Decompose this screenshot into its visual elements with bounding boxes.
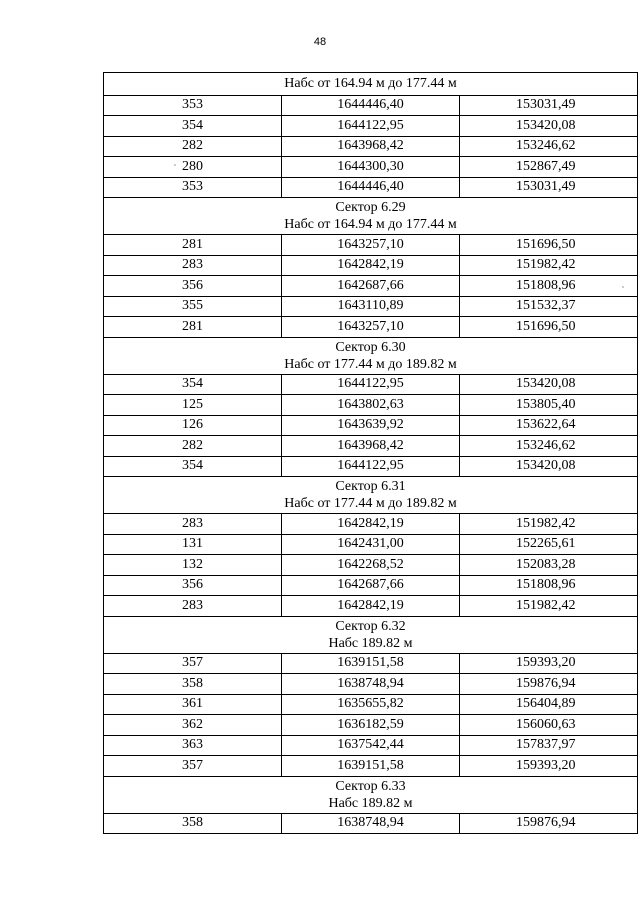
section-header-row (104, 776, 638, 813)
y-coordinate-cell: 159876,94 (460, 674, 638, 695)
table-row (104, 255, 638, 276)
section-header-cell (104, 198, 638, 235)
sector-title: Сектор 6.33 (335, 778, 406, 794)
table-row (104, 95, 638, 116)
y-coordinate-cell: 151696,50 (460, 235, 638, 256)
x-coordinate-cell: 1642687,66 (282, 575, 460, 596)
table-row (104, 395, 638, 416)
x-coordinate-cell: 1639151,58 (282, 756, 460, 777)
x-coordinate-cell: 1642842,19 (282, 596, 460, 617)
x-coordinate-cell: 1644122,95 (282, 374, 460, 395)
x-coordinate-cell: 1643110,89 (282, 296, 460, 317)
sector-title: Сектор 6.31 (335, 479, 406, 494)
point-number-cell: 356 (104, 276, 282, 297)
y-coordinate-cell: 153031,49 (460, 177, 638, 198)
x-coordinate-cell: 1642268,52 (282, 555, 460, 576)
x-coordinate-cell: 1639151,58 (282, 653, 460, 674)
y-coordinate-cell: 159393,20 (460, 756, 638, 777)
table-row (104, 813, 638, 834)
y-coordinate-cell: 152083,28 (460, 555, 638, 576)
sector-title: Сектор 6.30 (335, 339, 406, 355)
y-coordinate-cell: 151532,37 (460, 296, 638, 317)
x-coordinate-cell: 1642842,19 (282, 255, 460, 276)
point-number-cell: 131 (104, 534, 282, 555)
table-row (104, 456, 638, 477)
point-number-cell: 132 (104, 555, 282, 576)
point-number-cell: 283 (104, 514, 282, 535)
elevation-range: Набс от 164.94 м до 177.44 м (284, 217, 457, 232)
x-coordinate-cell: 1642842,19 (282, 514, 460, 535)
x-coordinate-cell: 1644446,40 (282, 177, 460, 198)
x-coordinate-cell: 1644300,30 (282, 157, 460, 178)
section-header-row (104, 73, 638, 96)
point-number-cell: 358 (104, 813, 282, 834)
coordinates-table (103, 72, 638, 834)
y-coordinate-cell: 156060,63 (460, 715, 638, 736)
section-header-cell (104, 337, 638, 374)
sector-title: Сектор 6.32 (335, 618, 406, 634)
sector-title: Сектор 6.29 (335, 200, 406, 215)
coordinates-table-body (104, 73, 638, 834)
point-number-cell: 355 (104, 296, 282, 317)
point-number-cell: 282 (104, 136, 282, 157)
table-row (104, 436, 638, 457)
point-number-cell: 281 (104, 317, 282, 338)
y-coordinate-cell: 151808,96 (460, 575, 638, 596)
table-row (104, 674, 638, 695)
x-coordinate-cell: 1638748,94 (282, 674, 460, 695)
point-number-cell: 357 (104, 756, 282, 777)
point-number-cell: 356 (104, 575, 282, 596)
y-coordinate-cell: 153805,40 (460, 395, 638, 416)
x-coordinate-cell: 1642687,66 (282, 276, 460, 297)
elevation-range: Набс 189.82 м (328, 635, 413, 651)
section-header-cell (104, 616, 638, 653)
table-row (104, 715, 638, 736)
section-header-cell (104, 73, 638, 96)
point-number-cell: 126 (104, 415, 282, 436)
section-header-row (104, 198, 638, 235)
point-number-cell: 358 (104, 674, 282, 695)
elevation-range: Набс от 177.44 м до 189.82 м (284, 356, 457, 372)
table-row (104, 756, 638, 777)
y-coordinate-cell: 159393,20 (460, 653, 638, 674)
table-row (104, 317, 638, 338)
table-row (104, 136, 638, 157)
scan-speck (174, 164, 176, 166)
point-number-cell: 353 (104, 95, 282, 116)
point-number-cell: 363 (104, 735, 282, 756)
point-number-cell: 357 (104, 653, 282, 674)
table-row (104, 534, 638, 555)
table-row (104, 276, 638, 297)
table-row (104, 235, 638, 256)
point-number-cell: 354 (104, 116, 282, 137)
point-number-cell: 353 (104, 177, 282, 198)
section-header-row (104, 337, 638, 374)
y-coordinate-cell: 157837,97 (460, 735, 638, 756)
table-row (104, 596, 638, 617)
point-number-cell: 354 (104, 456, 282, 477)
y-coordinate-cell: 159876,94 (460, 813, 638, 834)
table-row (104, 653, 638, 674)
point-number-cell: 125 (104, 395, 282, 416)
point-number-cell: 283 (104, 255, 282, 276)
section-header-row (104, 477, 638, 514)
scan-speck (622, 286, 624, 288)
elevation-range: Набс от 177.44 м до 189.82 м (284, 496, 457, 511)
table-row (104, 415, 638, 436)
x-coordinate-cell: 1643257,10 (282, 235, 460, 256)
table-row (104, 374, 638, 395)
x-coordinate-cell: 1643639,92 (282, 415, 460, 436)
x-coordinate-cell: 1636182,59 (282, 715, 460, 736)
table-row (104, 296, 638, 317)
elevation-range: Набс 189.82 м (328, 795, 413, 811)
elevation-range: Набс от 164.94 м до 177.44 м (284, 76, 457, 92)
table-row (104, 116, 638, 137)
x-coordinate-cell: 1642431,00 (282, 534, 460, 555)
table-row (104, 514, 638, 535)
y-coordinate-cell: 153622,64 (460, 415, 638, 436)
y-coordinate-cell: 152867,49 (460, 157, 638, 178)
y-coordinate-cell: 151696,50 (460, 317, 638, 338)
point-number-cell: 282 (104, 436, 282, 457)
page-number: 48 (313, 36, 327, 48)
y-coordinate-cell: 156404,89 (460, 694, 638, 715)
point-number-cell: 281 (104, 235, 282, 256)
x-coordinate-cell: 1643802,63 (282, 395, 460, 416)
y-coordinate-cell: 151982,42 (460, 596, 638, 617)
point-number-cell: 283 (104, 596, 282, 617)
x-coordinate-cell: 1638748,94 (282, 813, 460, 834)
section-header-cell (104, 477, 638, 514)
y-coordinate-cell: 151982,42 (460, 514, 638, 535)
y-coordinate-cell: 152265,61 (460, 534, 638, 555)
x-coordinate-cell: 1635655,82 (282, 694, 460, 715)
x-coordinate-cell: 1644122,95 (282, 116, 460, 137)
x-coordinate-cell: 1637542,44 (282, 735, 460, 756)
table-row (104, 157, 638, 178)
section-header-row (104, 616, 638, 653)
x-coordinate-cell: 1644122,95 (282, 456, 460, 477)
x-coordinate-cell: 1643968,42 (282, 436, 460, 457)
point-number-cell: 362 (104, 715, 282, 736)
x-coordinate-cell: 1643257,10 (282, 317, 460, 338)
y-coordinate-cell: 153246,62 (460, 136, 638, 157)
y-coordinate-cell: 153246,62 (460, 436, 638, 457)
x-coordinate-cell: 1643968,42 (282, 136, 460, 157)
point-number-cell: 354 (104, 374, 282, 395)
table-row (104, 575, 638, 596)
table-row (104, 555, 638, 576)
section-header-cell (104, 776, 638, 813)
y-coordinate-cell: 151982,42 (460, 255, 638, 276)
y-coordinate-cell: 153420,08 (460, 116, 638, 137)
y-coordinate-cell: 153420,08 (460, 374, 638, 395)
y-coordinate-cell: 153031,49 (460, 95, 638, 116)
point-number-cell: 280 (104, 157, 282, 178)
y-coordinate-cell: 153420,08 (460, 456, 638, 477)
x-coordinate-cell: 1644446,40 (282, 95, 460, 116)
point-number-cell: 361 (104, 694, 282, 715)
table-row (104, 694, 638, 715)
table-row (104, 735, 638, 756)
y-coordinate-cell: 151808,96 (460, 276, 638, 297)
table-row (104, 177, 638, 198)
